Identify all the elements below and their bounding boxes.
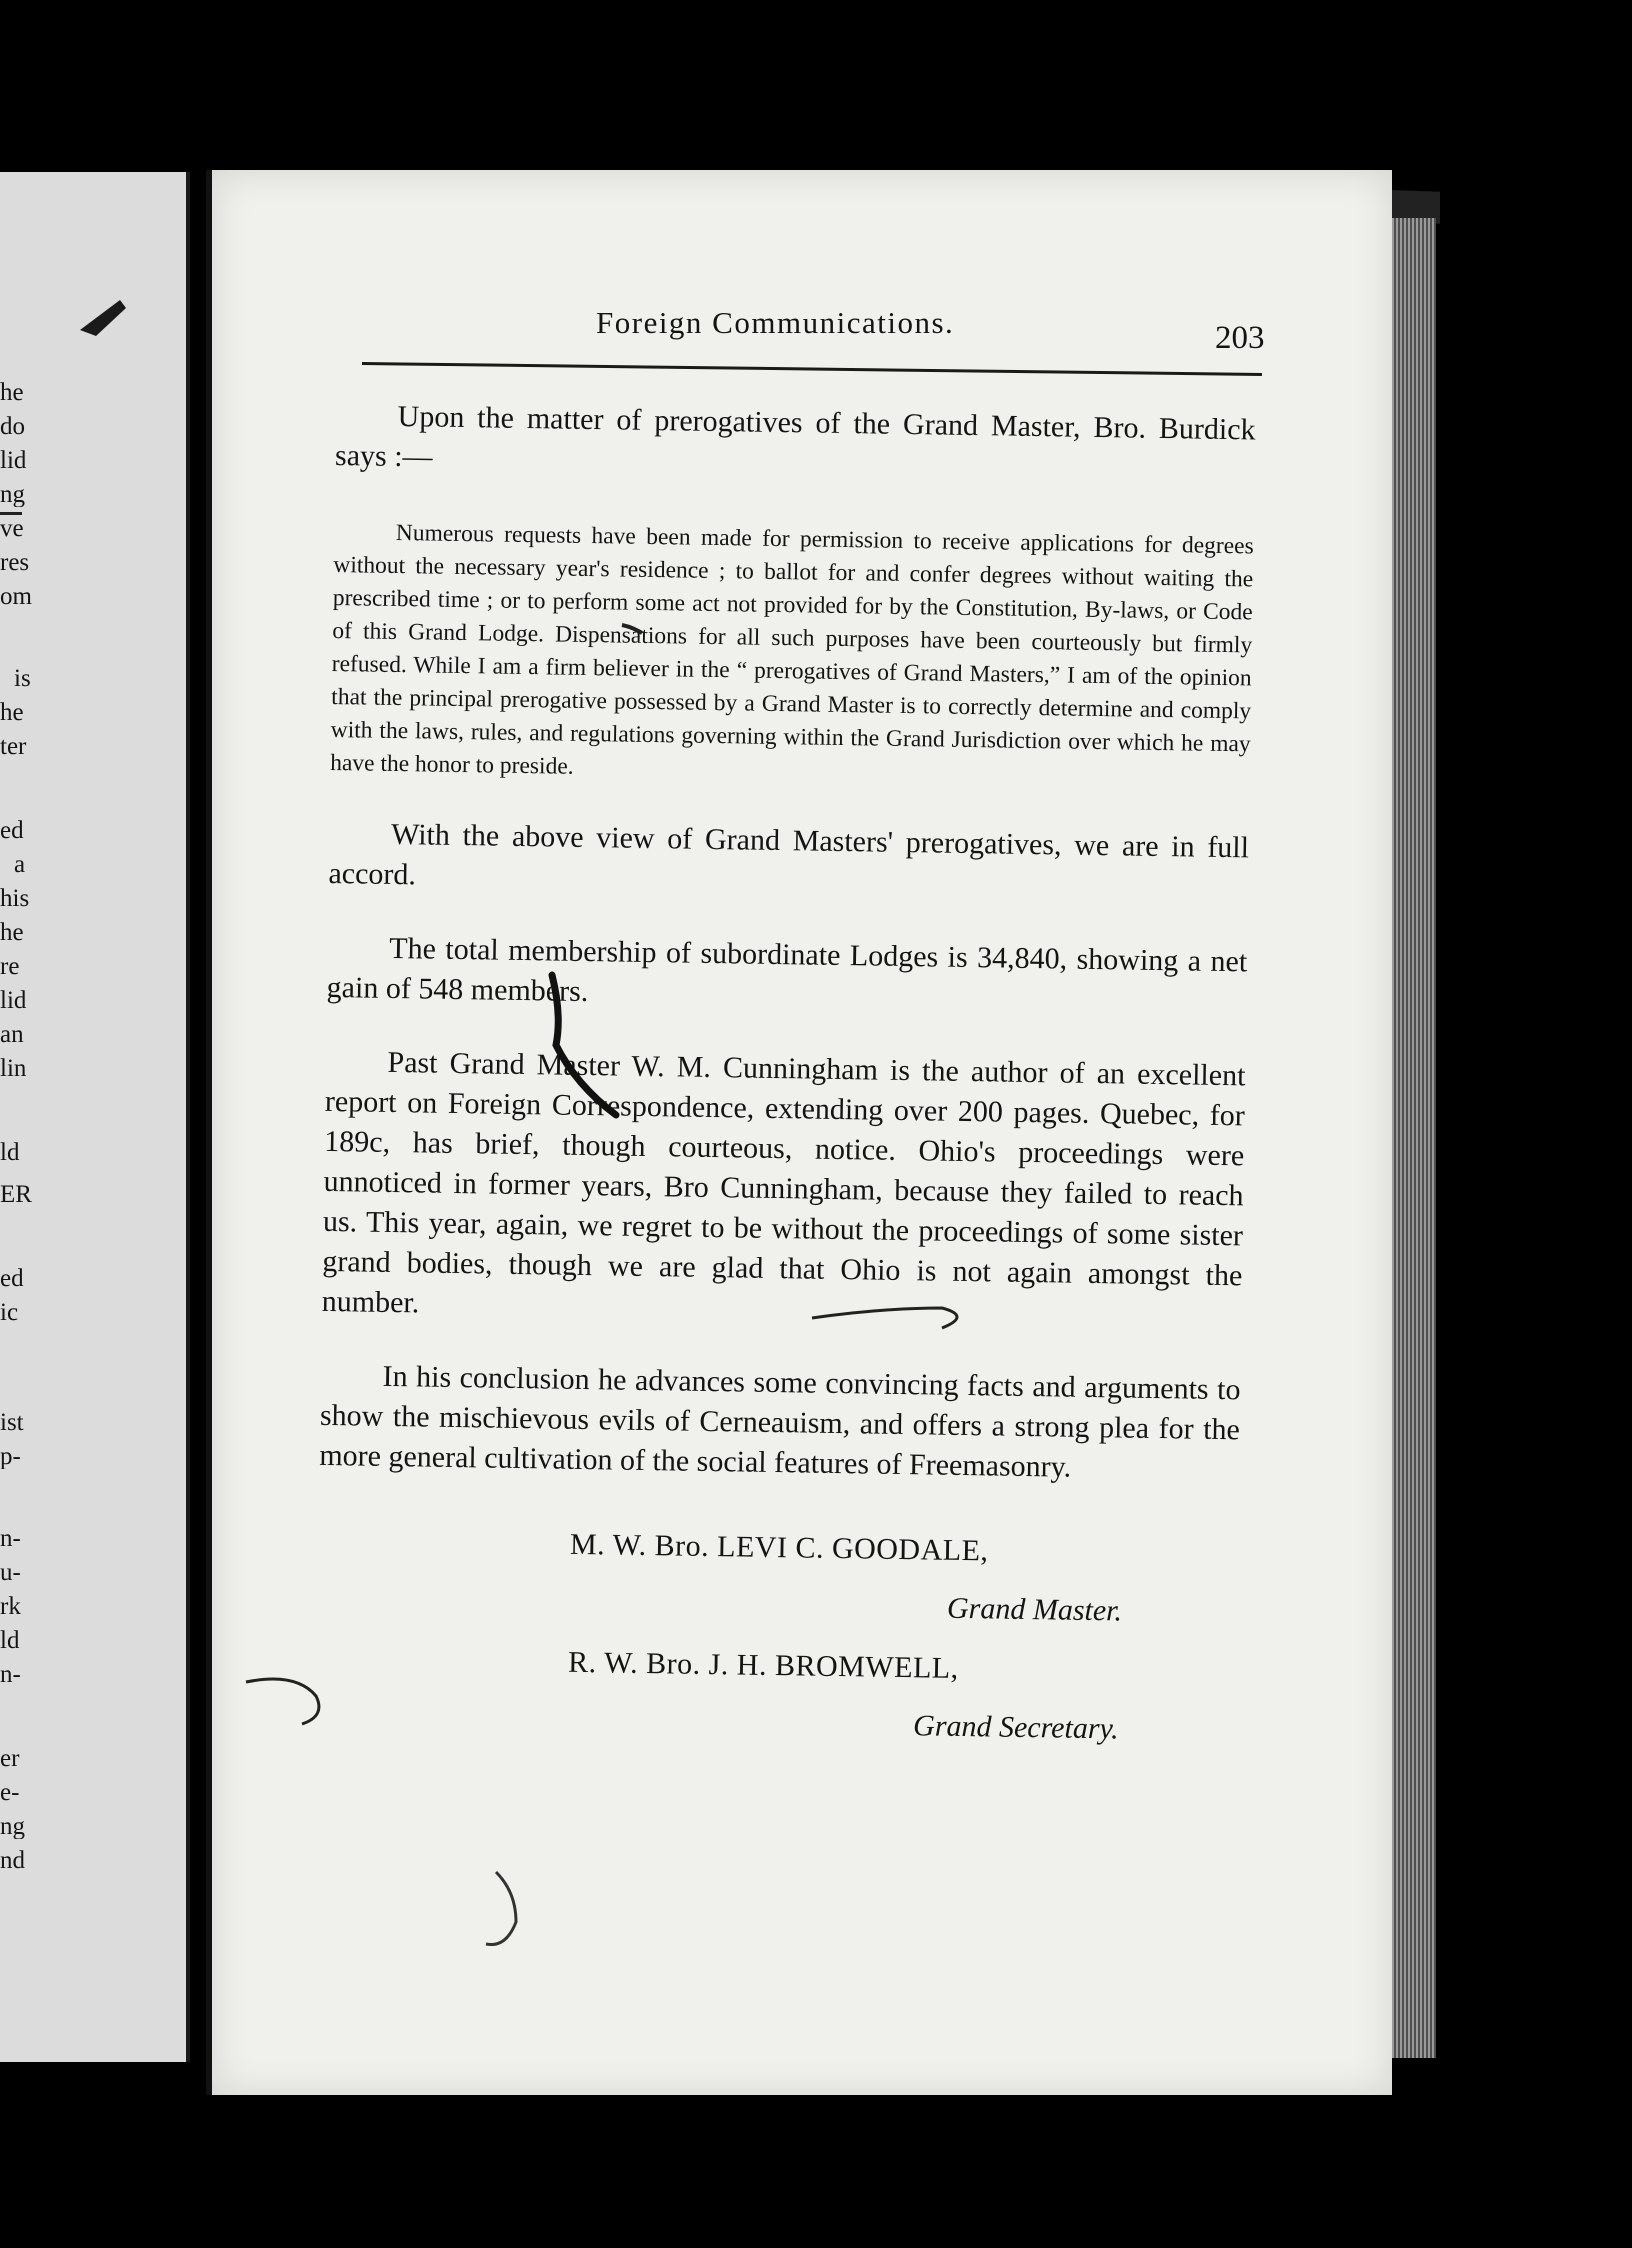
left-page-fragment: n- <box>0 1662 21 1687</box>
left-page-fragment: om <box>0 584 32 609</box>
left-page-fragment: res <box>0 550 30 575</box>
left-page-fragment: he <box>0 700 24 725</box>
left-page-fragment: lid <box>0 448 27 473</box>
left-page-fragment: ld <box>0 1628 20 1653</box>
grand-master-title: Grand Master. <box>946 1591 1123 1628</box>
left-page-fragment: his <box>0 886 30 911</box>
page-number: 203 <box>1215 320 1265 356</box>
grand-secretary-title: Grand Secretary. <box>912 1709 1119 1746</box>
signature-block <box>315 1510 1239 1774</box>
left-page-fragment: do <box>0 414 25 439</box>
left-page-fragment: he <box>0 920 24 945</box>
left-page-fragment: ve <box>0 516 24 541</box>
paragraph-conclusion: In his conclusion he advances some convincing facts and arguments to show the mischievous evils of Cerneauism, and offers a strong plea for the more general cultivation of the social features of Freemasonry. <box>319 1359 1241 1484</box>
left-page-fragment: a <box>14 852 26 877</box>
quoted-passage: Numerous requests have been made for permission to receive applications for degrees without the necessary year's residence ; to ballot for and confer degrees without waiting the prescribed time ; or to perform some act not provided for by the Constitution, By-laws, or Code of this Grand Lodge. Dispensations for all such purposes have been courteously but firmly refused. While I am a firm believer in the “ prerogatives of Grand Masters,” I am of the opinion that the principal prerogative possessed by a Grand Master is to correctly determine and comply with the laws, rules, and regulations governing within the Grand Jurisdiction over which he may have the honor to preside. <box>330 519 1254 780</box>
left-page-fragment: rk <box>0 1594 21 1619</box>
left-page-fragment: er <box>0 1746 20 1771</box>
paragraph-prerogatives-view: With the above view of Grand Masters' prerogatives, we are in full accord. <box>328 817 1250 892</box>
running-header-title: Foreign Communications. <box>596 305 955 340</box>
paragraph-correspondence-report: Past Grand Master W. M. Cunningham is the author of an excellent report on Foreign Correspondence, extending over 200 pages. Quebec, for 189c, has brief, though courteous, notice. Ohio's proceedings were unnoticed in former years, Bro Cunningham, because they failed to reach us. This year, again, we regret to be without the proceedings of some sister grand bodies, though we are glad that Ohio is not again amongst the number. <box>321 1045 1246 1320</box>
left-page-fragment: ed <box>0 818 24 843</box>
left-page-fragment: ng <box>0 1814 25 1839</box>
left-page-fragment: ter <box>0 734 27 759</box>
left-page-fragment: ic <box>0 1300 19 1325</box>
intro-paragraph: Upon the matter of prerogatives of the Grand Master, Bro. Burdick says :— <box>334 399 1256 474</box>
left-page-fragment: he <box>0 380 24 405</box>
left-page-fragment: is <box>14 666 31 691</box>
left-page-fragment: e- <box>0 1780 20 1805</box>
left-page-fragment: p- <box>0 1444 21 1469</box>
left-page-rule <box>0 512 22 515</box>
left-page-fragment: ER <box>0 1182 32 1207</box>
left-page-fragment: nd <box>0 1848 25 1873</box>
left-page-fragment: re <box>0 954 20 979</box>
header-rule <box>362 362 1262 376</box>
left-page-fragment: ist <box>0 1410 24 1435</box>
left-page-fragment: n- <box>0 1526 21 1551</box>
left-page-fragment: u- <box>0 1560 21 1585</box>
body-text <box>315 396 1256 1774</box>
left-page-fragment: ed <box>0 1266 24 1291</box>
left-page-fragment: ng <box>0 482 25 507</box>
left-page-fragment: lin <box>0 1056 27 1081</box>
left-page-fragment: lid <box>0 988 27 1013</box>
document-page <box>206 170 1392 2095</box>
paragraph-membership: The total membership of subordinate Lodges is 34,840, showing a net gain of 548 members. <box>326 931 1248 1009</box>
grand-master-name: M. W. Bro. LEVI C. GOODALE, <box>569 1527 989 1568</box>
left-page-fragment: an <box>0 1022 24 1047</box>
grand-secretary-name: R. W. Bro. J. H. BROMWELL, <box>567 1645 959 1685</box>
left-page-fragment: ld <box>0 1140 20 1165</box>
